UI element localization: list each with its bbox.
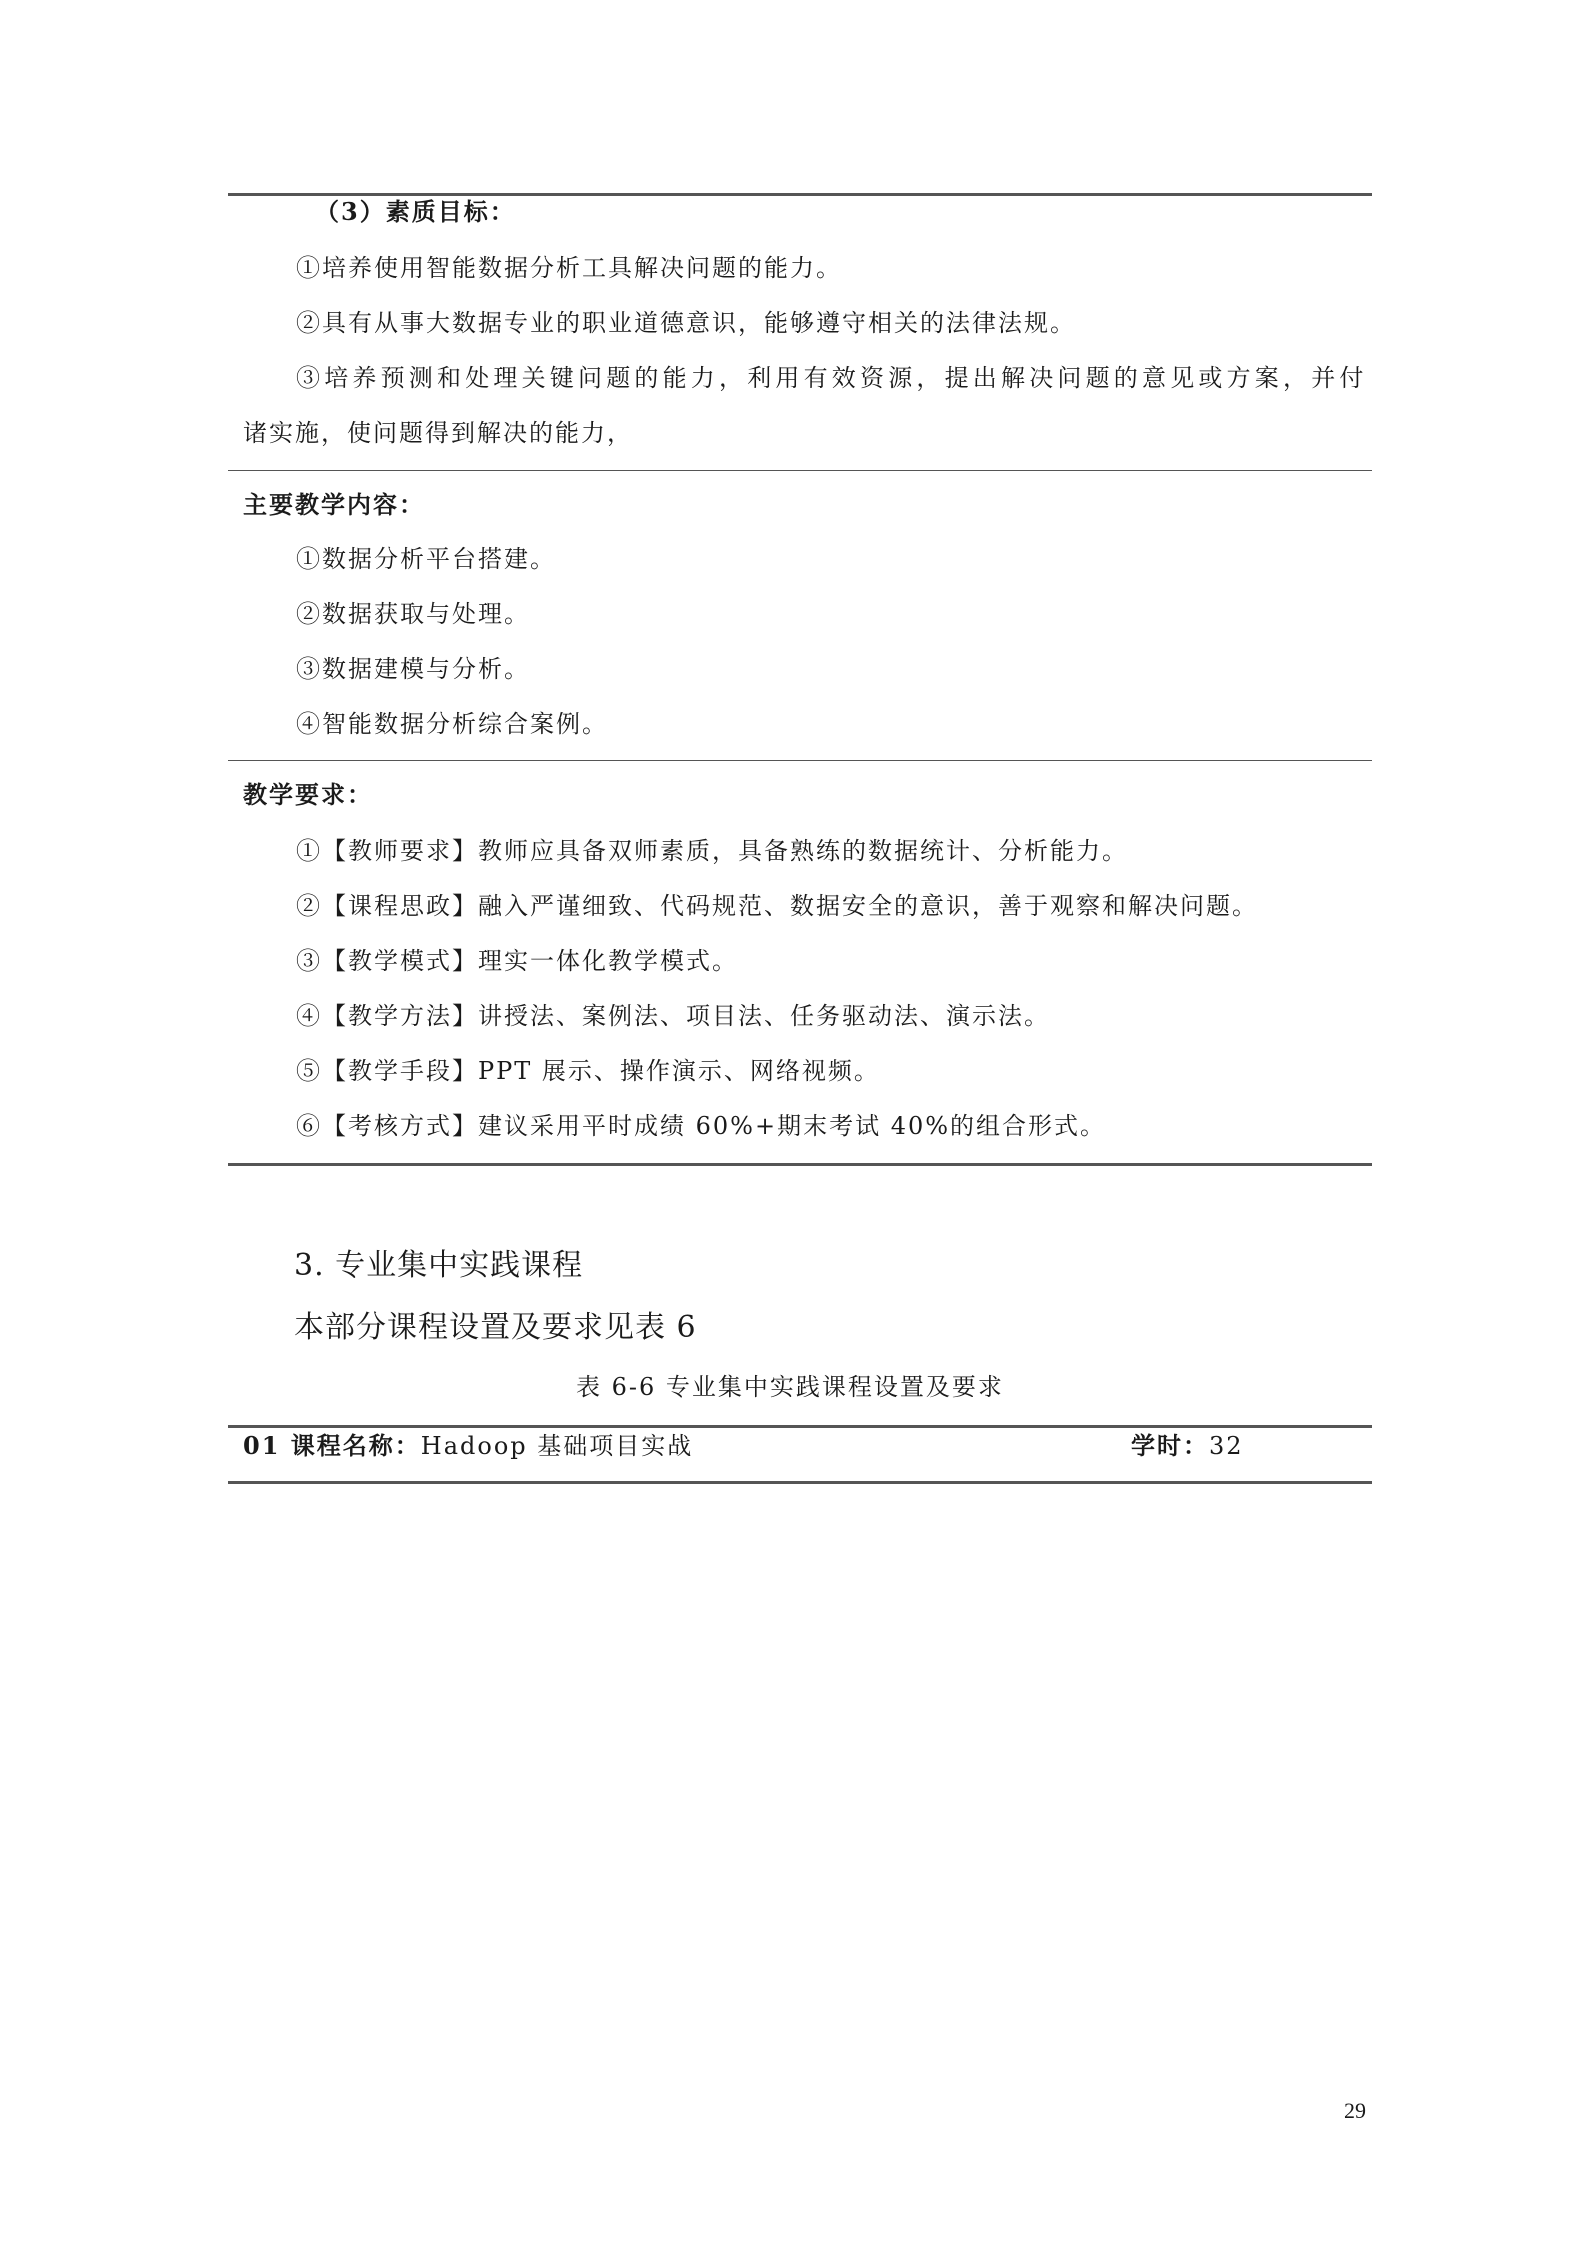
quality-heading: （3）素质目标： [315, 197, 516, 226]
content-item-2: ②数据获取与处理。 [296, 600, 530, 628]
requirement-item-3: ③【教学模式】理实一体化教学模式。 [296, 947, 738, 975]
requirement-item-4: ④【教学方法】讲授法、案例法、项目法、任务驱动法、演示法。 [296, 1002, 1050, 1030]
course-name-cell [243, 1430, 693, 1462]
quality-item-2: ②具有从事大数据专业的职业道德意识，能够遵守相关的法律法规。 [296, 309, 1076, 337]
content-item-3: ③数据建模与分析。 [296, 655, 530, 683]
requirement-item-6: ⑥【考核方式】建议采用平时成绩 60%+期末考试 40%的组合形式。 [296, 1112, 1107, 1140]
course-hours-label: 学时： [1131, 1431, 1209, 1460]
content-heading: 主要教学内容： [243, 490, 425, 519]
requirements-heading: 教学要求： [243, 780, 373, 809]
table-caption: 表 6-6 专业集中实践课程设置及要求 [576, 1373, 1004, 1401]
section-intro: 本部分课程设置及要求见表 6 [294, 1310, 697, 1345]
quality-item-3-cont: 诸实施，使问题得到解决的能力， [243, 419, 633, 447]
course-table-top-rule [228, 1425, 1372, 1428]
requirement-item-2: ②【课程思政】融入严谨细致、代码规范、数据安全的意识，善于观察和解决问题。 [296, 892, 1258, 920]
content-item-4: ④智能数据分析综合案例。 [296, 710, 608, 738]
requirement-item-1: ①【教师要求】教师应具备双师素质，具备熟练的数据统计、分析能力。 [296, 837, 1128, 865]
course-name-label: 01 课程名称： [243, 1431, 421, 1460]
course-name-value: Hadoop 基础项目实战 [420, 1432, 694, 1460]
course-hours-value: 32 [1209, 1432, 1244, 1460]
content-item-1: ①数据分析平台搭建。 [296, 545, 556, 573]
table-bottom-rule [228, 1163, 1372, 1166]
quality-item-1: ①培养使用智能数据分析工具解决问题的能力。 [296, 254, 842, 282]
section-divider [228, 760, 1372, 761]
section-title: 3. 专业集中实践课程 [294, 1248, 584, 1283]
course-table-bottom-rule [228, 1481, 1372, 1484]
course-hours-cell [1131, 1430, 1244, 1462]
section-divider [228, 470, 1372, 471]
page-number: 29 [1344, 2098, 1366, 2123]
requirement-item-5: ⑤【教学手段】PPT 展示、操作演示、网络视频。 [296, 1057, 880, 1085]
quality-item-3: ③培养预测和处理关键问题的能力，利用有效资源，提出解决问题的意见或方案，并付 [296, 364, 1368, 392]
